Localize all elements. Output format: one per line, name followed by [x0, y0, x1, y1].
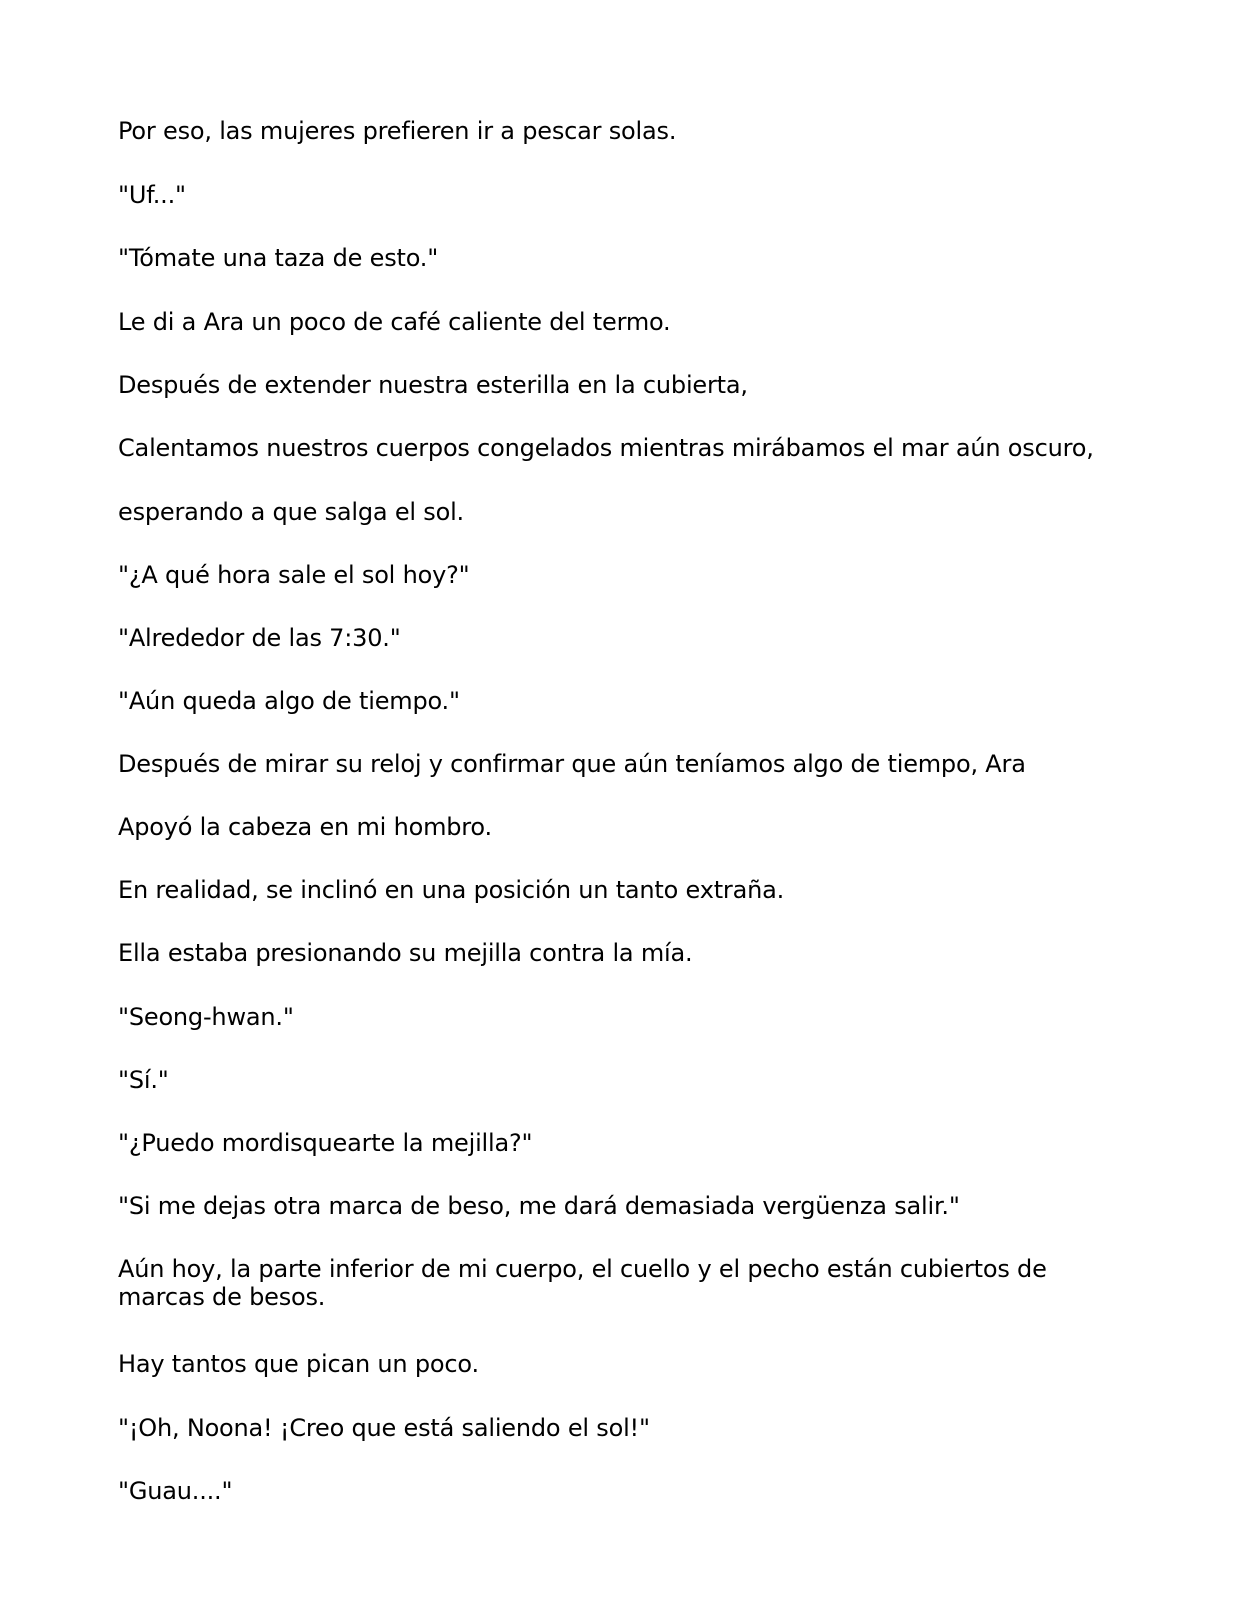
paragraph-15: "Seong-hwan." [118, 1003, 294, 1031]
paragraph-4: Le di a Ara un poco de café caliente del termo. [118, 308, 671, 336]
paragraph-6: Calentamos nuestros cuerpos congelados mientras mirábamos el mar aún oscuro, [118, 434, 1094, 462]
paragraph-12: Apoyó la cabeza en mi hombro. [118, 813, 492, 841]
paragraph-22: "Guau...." [118, 1477, 233, 1505]
paragraph-14: Ella estaba presionando su mejilla contra la mía. [118, 939, 693, 967]
paragraph-21: "¡Oh, Noona! ¡Creo que está saliendo el sol!" [118, 1414, 650, 1442]
paragraph-19: Aún hoy, la parte inferior de mi cuerpo, el cuello y el pecho están cubiertos de marcas de besos. [118, 1255, 1055, 1311]
paragraph-17: "¿Puedo mordisquearte la mejilla?" [118, 1129, 533, 1157]
paragraph-8: "¿A qué hora sale el sol hoy?" [118, 561, 470, 589]
paragraph-9: "Alrededor de las 7:30." [118, 624, 401, 652]
paragraph-7: esperando a que salga el sol. [118, 498, 464, 526]
paragraph-2: "Uf..." [118, 181, 186, 209]
paragraph-10: "Aún queda algo de tiempo." [118, 687, 460, 715]
paragraph-1: Por eso, las mujeres prefieren ir a pescar solas. [118, 117, 677, 145]
paragraph-5: Después de extender nuestra esterilla en la cubierta, [118, 371, 748, 399]
paragraph-13: En realidad, se inclinó en una posición un tanto extraña. [118, 876, 785, 904]
paragraph-20: Hay tantos que pican un poco. [118, 1350, 479, 1378]
paragraph-16: "Sí." [118, 1066, 169, 1094]
paragraph-3: "Tómate una taza de esto." [118, 244, 439, 272]
paragraph-18: "Si me dejas otra marca de beso, me dará demasiada vergüenza salir." [118, 1192, 960, 1220]
paragraph-11: Después de mirar su reloj y confirmar que aún teníamos algo de tiempo, Ara [118, 750, 1026, 778]
